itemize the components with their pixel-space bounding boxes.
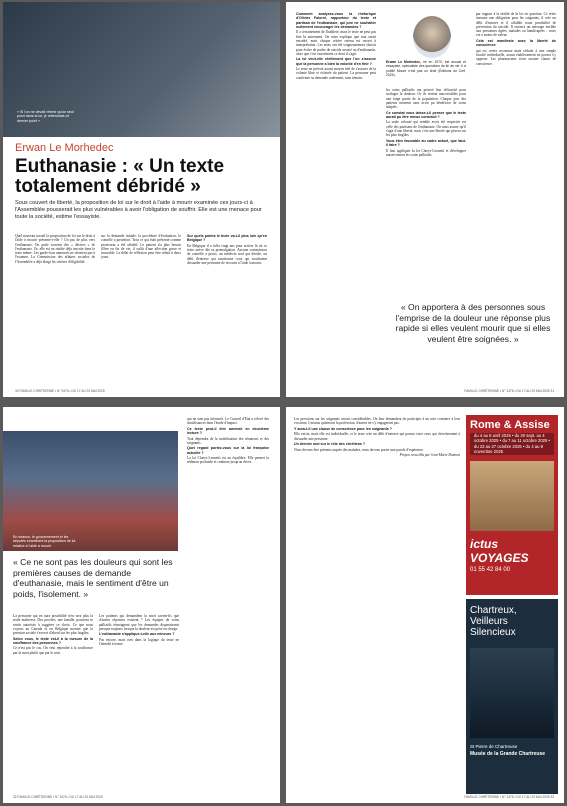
sidebar-text: né en 1970, est avocat et essayiste, spécialiste des questions de fin de vie. Il a publié Mourir n'est pas un droit (Éditions du Cerf, 2024). xyxy=(386,60,466,77)
question: Ce constat vous laisse-t-il penser que le texte aurait pu être mieux construit ? xyxy=(386,110,466,119)
ad-rome-assise[interactable] xyxy=(466,415,558,595)
question: Comment analysez-vous la rhétorique d'Olivier Falorni, rapporteur du texte et partisan de l'euthanasie, qui jure ne souhaiter nullement encourager les demandes ? xyxy=(296,12,376,29)
page-31 xyxy=(286,2,564,397)
answer: Tout dépendra de la mobilisation des sénateurs et des soignants. xyxy=(187,436,269,445)
pull-quote: « On apportera à des personnes sous l'emprise de la douleur une réponse plus rapide si elles veulent mourir que si elles veulent être soignées. » xyxy=(395,302,551,344)
answer: qui ne sont pas informés. Le Conseil d'État a relevé des insuffisances dans l'étude d'impact. xyxy=(187,417,269,426)
ad-image xyxy=(470,648,554,738)
column-1 xyxy=(13,614,93,789)
author-name: Erwan Le Morhedec xyxy=(15,142,114,154)
column-2 xyxy=(99,614,179,789)
article-title: Euthanasie : « Un texte totalement débridé » xyxy=(15,156,225,197)
question: Ce texte peut-il être amendé en deuxième lecture ? xyxy=(187,426,269,436)
folio: FAMILLE CHRÉTIENNE • N° 2476 • DU 17 AU 23 MAI 2025 33 xyxy=(464,795,554,799)
photo-caption: « Si l'on ne devait retenir qu'un seul point dans la loi, je retiendrais ce dernier point » xyxy=(17,110,74,123)
col1-text: Quel nouveau travail la proposition de loi sur le droit à l'aide à mourir présente-t-elle ? Un pas de plus vers l'euthanasie. On parle souvent des « dérives » de l'euthanasie. Or, elle est en réalité déjà inscrite dans le texte même. Les garde-fous annoncés ne résistent pas à l'examen. La Commission des affaires sociales de l'Assemblée a déjà élargi les critères d'éligibilité. xyxy=(15,234,95,264)
folio: FAMILLE CHRÉTIENNE • N° 2476 • DU 17 AU 23 MAI 2025 31 xyxy=(464,389,554,393)
photo-caption: En séance, le gouvernement et les députés examinent la proposition de loi relative à l'aide à mourir. xyxy=(13,535,76,548)
answer: qui est certes reconnue mais réduite à une simple faculté individuelle, aucun établissement ne pourra s'y opposer. Les pharmaciens n'ont aucune clause de conscience. xyxy=(476,48,556,66)
ad-dates: du 4 au 8 avril 2025 • du 30 sept. au 4 octobre 2025 • du 7 au 11 octobre 2025 • du 23 au 27 octobre 2025 • du 4 au 8 novembre 2025 xyxy=(470,433,554,455)
column-1 xyxy=(15,234,95,384)
ad-phone: 01 55 42 84 00 xyxy=(470,566,511,573)
col3-text: En Belgique il a fallu vingt ans pour arriver là où ce texte arrive dès sa promulgation. Aucune commission de contrôle a priori, un médecin seul qui décide, un délit d'entrave qui sanctionne ceux qui voudraient dissuader une personne de recourir à l'aide à mourir. xyxy=(187,243,267,265)
column-main xyxy=(294,417,460,787)
answer: Nous devons être présents auprès des malades, nous devons porter une parole d'espérance. xyxy=(294,447,424,452)
question: Selon vous, le texte est-il à la mesure de la souffrance des personnes ? xyxy=(13,636,93,645)
answer: Les pressions sur les soignants seront considérables. On leur demandera de participer à un acte contraire à leur vocation. Certains quitteront la profession, d'autres ne s'y engageront pas. xyxy=(294,417,460,426)
column-2 xyxy=(101,234,181,384)
signature: Propos recueillis par Jean-Marie Dumont xyxy=(399,453,460,458)
answer: Elle existe, mais elle est individuelle, et le texte crée un délit d'entrave qui pourra viser ceux qui chercheraient à dissuader une personne. xyxy=(294,432,460,441)
answer: Les patients qui demandent la mort savent-ils que d'autres réponses existent ? Les équipes de soins palliatifs témoignent que les demandes disparaissent presque toujours lorsque la douleur est prise en charge. xyxy=(99,614,179,631)
column-1 xyxy=(296,12,376,382)
pull-quote: « Ce ne sont pas les douleurs qui sont les premières causes de demande d'euthanasie, mais le sentiment d'être un poids, l'isolement. » xyxy=(13,557,173,599)
answer: les soins palliatifs ont prouvé leur efficacité pour soulager la douleur. Or ils restent inaccessibles pour une large partie de la population. Chaque jour des patients meurent sans avoir pu bénéficier de soins adaptés. xyxy=(386,88,466,110)
question: La loi veut-elle réellement que l'on s'assure que la personne a bien la volonté d'en finir ? xyxy=(296,57,376,66)
answer: par rapport à la réalité de la loi en question. Ce texte instaure une obligation pour les soignants, il crée un délit d'entrave et il affaiblit toute possibilité de prévention du suicide. Il enverra un message terrible aux personnes âgées, malades ou handicapées : votre vie a moins de valeur. xyxy=(476,12,556,38)
answer: Le texte ne prévoit aucun moyen réel de s'assurer de la volonté libre et éclairée du patient. La personne peut confirmer sa demande oralement, sans témoin. xyxy=(296,67,376,80)
question: Un dernier mot sur le rôle des chrétiens ? xyxy=(294,442,366,447)
answer: La personne qui en aura possibilité n'en sera plus la seule maîtresse. Des proches, une famille, pourront se sentir autorisés à suggérer ce choix. Ce que nous voyons au Canada et en Belgique montre que la pression sociale s'exerce d'abord sur les plus fragiles. xyxy=(13,614,93,636)
ad-museum: Musée de la Grande Chartreuse xyxy=(470,751,546,757)
ad-title: Chartreux, Veilleurs Silencieux xyxy=(470,605,517,638)
column-3 xyxy=(187,417,269,789)
page-30 xyxy=(3,2,280,397)
folio: 30 FAMILLE CHRÉTIENNE • N° 2476 • DU 17 AU 23 MAI 2025 xyxy=(15,389,105,393)
ad-brand: St Pierre de Chartreuse xyxy=(470,744,518,749)
sidebar-name: Erwan Le Morhedec, xyxy=(386,60,421,64)
answer: Ce n'est pas le cas. On veut répondre à la souffrance par la mort plutôt que par le soin. xyxy=(13,646,93,655)
answer: Pas encore, mais rien dans la logique du texte ne l'interdit à terme. xyxy=(99,637,179,647)
col2-text: sur la demande initiale, la procédure d'évaluation, le contrôle a posteriori. Tout ce qui était présenté comme protecteur a été affaibli. Le patient n'a plus besoin d'être en fin de vie, il suffit d'une affection grave et incurable. Le délai de réflexion peut être réduit à deux jours. xyxy=(101,234,181,260)
ad-image xyxy=(470,461,554,531)
question: Sur quels points le texte va-t-il plus loin qu'en Belgique ? xyxy=(187,234,267,243)
column-3 xyxy=(187,234,267,384)
answer: La seule volonté qui semble avoir été respectée est celle des partisans de l'euthanasie. On nous assure qu'il s'agit d'une liberté, mais c'est une liberté qui pèsera sur les plus fragiles. xyxy=(386,120,466,138)
question: Cela est manifeste avec la liberté de conscience xyxy=(476,38,556,48)
ad-chartreux[interactable] xyxy=(466,599,558,794)
question: Vous êtes favorable au cadre actuel, que faut-il faire ? xyxy=(386,138,466,148)
ad-title: Rome & Assise xyxy=(470,419,550,431)
question: Quel regard portez-vous sur la loi française actuelle ? xyxy=(187,446,269,455)
column-3 xyxy=(476,12,556,262)
column-2 xyxy=(386,88,466,258)
author-thumbnail xyxy=(413,16,451,58)
answer: Il faut appliquer la loi Claeys-Leonetti et développer massivement les soins palliatifs. xyxy=(386,148,466,157)
ad-brand: ictus VOYAGES xyxy=(470,536,529,565)
question: L'euthanasie s'applique-t-elle aux mineurs ? xyxy=(99,632,175,637)
article-lede: Sous couvert de liberté, la proposition de loi sur le droit à l'aide à mourir examinée ces jours-ci à l'Assemblée pousserait les plus vulnérables à avoir l'obligation de souffrir. Elle est une menace pour toute la société, estime l'essayiste. xyxy=(15,200,262,220)
folio: 32 FAMILLE CHRÉTIENNE • N° 2476 • DU 17 AU 23 MAI 2025 xyxy=(13,795,103,799)
answer: Il a certainement de l'habileté, mais le texte ne peut pas être lu autrement. On nous explique que tout serait encadré, mais chaque critère retenu est ouvert à interprétation. Les mots ont été soigneusement choisis pour éviter de parler de suicide assisté ou d'euthanasie, alors que c'est exactement ce dont il s'agit. xyxy=(296,30,376,56)
author-sidebar xyxy=(386,60,466,77)
page-32 xyxy=(3,407,280,803)
question: Y aura-t-il une clause de conscience pour les soignants ? xyxy=(294,426,392,431)
assembly-photo xyxy=(3,431,178,551)
page-33 xyxy=(286,407,564,803)
answer: La loi Claeys-Leonetti est un équilibre. Elle permet la sédation profonde et continue jusqu'au décès. xyxy=(187,456,269,465)
